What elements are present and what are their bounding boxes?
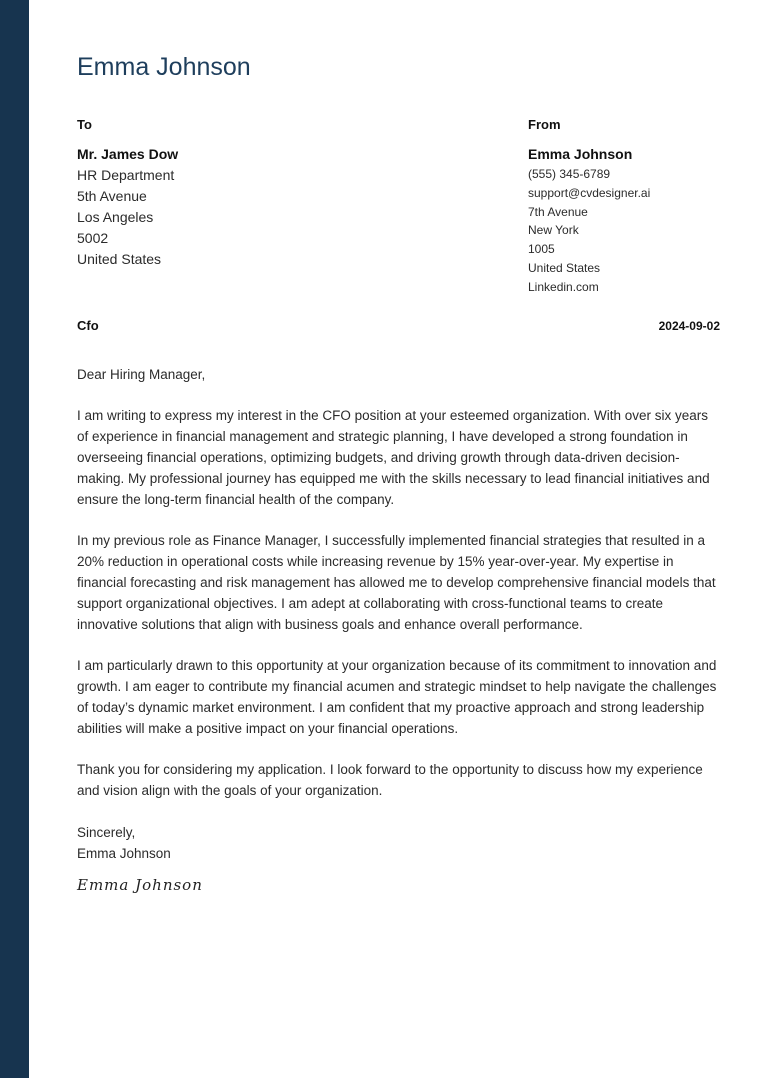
sender-postal-code: 1005 (528, 242, 555, 257)
applicant-name-heading: Emma Johnson (77, 53, 251, 81)
sender-email: support@cvdesigner.ai (528, 185, 651, 200)
letter-salutation: Dear Hiring Manager, (77, 367, 206, 382)
recipient-department: HR Department (77, 167, 175, 183)
recipient-street: 5th Avenue (77, 188, 147, 204)
recipient-postal-code: 5002 (77, 230, 109, 246)
letter-date: 2024-09-02 (658, 319, 720, 333)
sender-name: Emma Johnson (528, 146, 633, 162)
letter-paragraph: In my previous role as Finance Manager, I successfully implemented financial strategies that resulted in a 20% reduction in operational costs while increasing revenue by 15% year-over-year. My expertise in financial forecasting and risk management has allowed me to develop comprehensive financial models that support organizational objectives. I am adept at collaborating with cross-functional teams to create innovative solutions that align with business goals and enhance overall performance. (77, 533, 716, 632)
cover-letter-page (77, 0, 720, 1078)
sender-label: From (528, 117, 561, 132)
recipient-city: Los Angeles (77, 209, 154, 225)
closing-name: Emma Johnson (77, 846, 171, 861)
letter-body (77, 364, 720, 821)
sender-country: United States (528, 260, 601, 275)
letter-paragraph: I am particularly drawn to this opportunity at your organization because of its commitment to innovation and growth. I am eager to contribute my financial acumen and strategic mindset to help navigate the challenges of today’s dynamic market environment. I am confident that my proactive approach and strong leadership abilities will make a positive impact on your financial operations. (77, 658, 717, 736)
recipient-name: Mr. James Dow (77, 146, 179, 162)
recipient-address-block (77, 144, 178, 270)
sender-city: New York (528, 223, 579, 238)
handwritten-signature: Emma Johnson (77, 876, 203, 894)
letter-subject: Cfo (77, 318, 99, 333)
sidebar-accent-bar (0, 0, 29, 1078)
sender-address-block (528, 144, 650, 297)
sender-street: 7th Avenue (528, 204, 588, 219)
recipient-label: To (77, 117, 92, 132)
recipient-country: United States (77, 251, 162, 267)
letter-paragraph: Thank you for considering my application. I look forward to the opportunity to discuss how my experience and vision align with the goals of your organization. (77, 762, 703, 798)
closing-phrase: Sincerely, (77, 825, 136, 840)
sender-linkedin: Linkedin.com (528, 279, 599, 294)
letter-closing (77, 822, 171, 864)
sender-phone: (555) 345-6789 (528, 167, 611, 181)
letter-paragraph: I am writing to express my interest in the CFO position at your esteemed organization. With over six years of experience in financial management and strategic planning, I have developed a strong foundation in overseeing financial operations, optimizing budgets, and driving growth through data-driven decision-making. My professional journey has equipped me with the skills necessary to lead financial initiatives and ensure the long-term financial health of the company. (77, 408, 710, 507)
